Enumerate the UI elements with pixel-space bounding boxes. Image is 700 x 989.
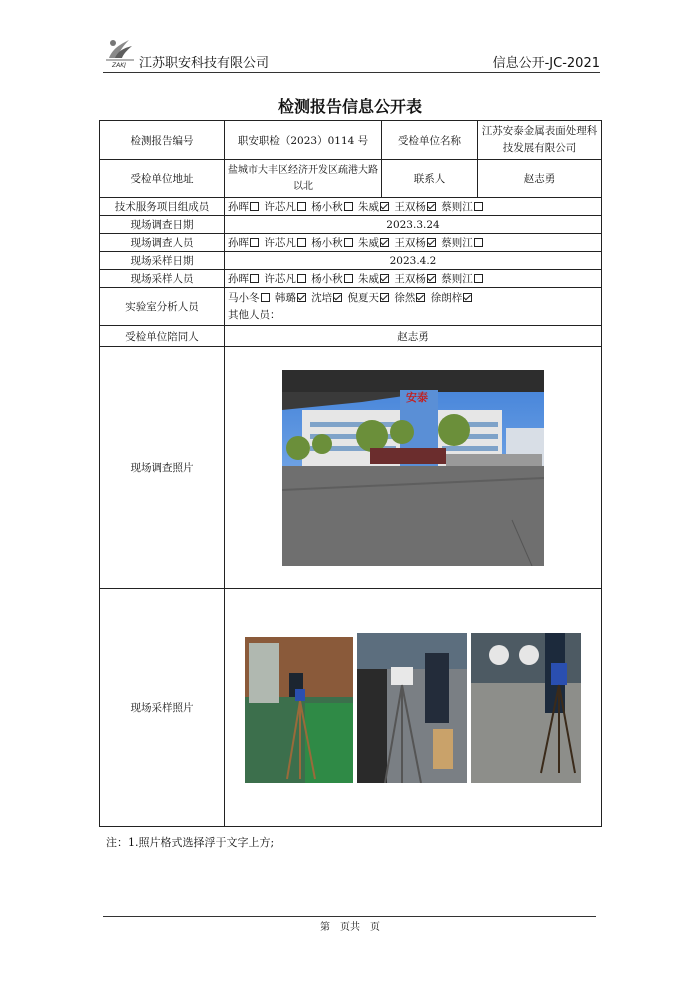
team-label: 技术服务项目组成员 xyxy=(100,198,225,216)
sample-photo-cell xyxy=(225,589,602,827)
person-entry xyxy=(311,273,355,285)
unchecked-checkbox[interactable] xyxy=(250,202,259,211)
row-survey-photo xyxy=(100,347,602,589)
page-title: 检测报告信息公开表 xyxy=(277,97,422,116)
row-team xyxy=(100,198,602,216)
company-logo xyxy=(103,34,137,68)
unchecked-checkbox[interactable] xyxy=(261,293,270,302)
person-entry xyxy=(358,201,391,213)
person-entry xyxy=(311,201,355,213)
checked-checkbox[interactable] xyxy=(463,293,472,302)
person-name: 杨小秋 xyxy=(311,201,343,213)
company-name: 江苏职安科技有限公司 xyxy=(139,56,270,71)
person-name: 许芯凡 xyxy=(264,201,296,213)
lab-members xyxy=(228,290,598,307)
person-entry xyxy=(358,237,391,249)
svg-text:ZAKJ: ZAKJ xyxy=(112,62,126,68)
page-counter: 第 页共 页 xyxy=(320,922,380,933)
report-no-label: 检测报告编号 xyxy=(100,121,225,160)
sample-photo-3 xyxy=(471,633,581,783)
checked-checkbox[interactable] xyxy=(416,293,425,302)
person-entry xyxy=(264,237,308,249)
unchecked-checkbox[interactable] xyxy=(474,274,483,283)
person-name: 许芯凡 xyxy=(264,273,296,285)
unchecked-checkbox[interactable] xyxy=(474,238,483,247)
person-entry xyxy=(394,201,438,213)
row-report-no xyxy=(100,121,602,160)
sample-photos xyxy=(245,633,581,783)
svg-text:安泰: 安泰 xyxy=(406,390,428,404)
checked-checkbox[interactable] xyxy=(427,202,436,211)
person-entry xyxy=(441,273,485,285)
sample-photo-2 xyxy=(357,633,467,783)
page-header xyxy=(103,34,600,73)
checked-checkbox[interactable] xyxy=(427,274,436,283)
person-entry xyxy=(394,292,427,304)
person-entry xyxy=(311,292,344,304)
contact-value: 赵志勇 xyxy=(478,160,602,198)
document-number: 信息公开-JC-2021 xyxy=(492,56,600,71)
unchecked-checkbox[interactable] xyxy=(297,274,306,283)
person-name: 孙晖 xyxy=(228,201,249,213)
unchecked-checkbox[interactable] xyxy=(297,238,306,247)
survey-date-label: 现场调查日期 xyxy=(100,216,225,234)
sample-photo-label: 现场采样照片 xyxy=(100,589,225,827)
escort-label: 受检单位陪同人 xyxy=(100,326,225,347)
person-entry xyxy=(264,273,308,285)
person-name: 蔡则江 xyxy=(441,273,473,285)
lab-label: 实验室分析人员 xyxy=(100,288,225,326)
person-name: 王双杨 xyxy=(394,201,426,213)
row-sample-date xyxy=(100,252,602,270)
person-name: 蔡则江 xyxy=(441,201,473,213)
row-sample-staff xyxy=(100,270,602,288)
person-entry xyxy=(431,292,475,304)
footnote: 注：1.照片格式选择浮于文字上方; xyxy=(106,836,275,849)
person-name: 杨小秋 xyxy=(311,237,343,249)
person-entry xyxy=(264,201,308,213)
info-table xyxy=(99,120,602,827)
contact-label: 联系人 xyxy=(382,160,478,198)
team-members xyxy=(225,198,602,216)
person-entry xyxy=(348,292,392,304)
person-name: 孙晖 xyxy=(228,273,249,285)
report-no-value: 职安职检（2023）0114 号 xyxy=(225,121,382,160)
person-entry xyxy=(228,201,261,213)
row-survey-date xyxy=(100,216,602,234)
person-entry xyxy=(228,237,261,249)
escort-value: 赵志勇 xyxy=(225,326,602,347)
unchecked-checkbox[interactable] xyxy=(250,238,259,247)
person-entry xyxy=(358,273,391,285)
row-unit-address xyxy=(100,160,602,198)
checked-checkbox[interactable] xyxy=(380,274,389,283)
row-survey-staff xyxy=(100,234,602,252)
person-name: 沈培 xyxy=(311,291,333,304)
row-lab xyxy=(100,288,602,326)
person-name: 王双杨 xyxy=(394,273,426,285)
person-entry xyxy=(275,292,308,304)
person-name: 倪夏天 xyxy=(347,291,380,304)
person-name: 蔡则江 xyxy=(441,237,473,249)
unit-name-label: 受检单位名称 xyxy=(382,121,478,160)
unchecked-checkbox[interactable] xyxy=(250,274,259,283)
person-name: 徐朗梓 xyxy=(430,291,463,304)
unchecked-checkbox[interactable] xyxy=(344,274,353,283)
survey-photo xyxy=(282,370,544,566)
checked-checkbox[interactable] xyxy=(380,293,389,302)
person-name: 徐然 xyxy=(394,291,416,304)
lab-cell xyxy=(225,288,602,326)
survey-photo-label: 现场调查照片 xyxy=(100,347,225,589)
person-entry xyxy=(441,237,485,249)
person-entry xyxy=(311,237,355,249)
sample-date-label: 现场采样日期 xyxy=(100,252,225,270)
unchecked-checkbox[interactable] xyxy=(474,202,483,211)
row-escort xyxy=(100,326,602,347)
survey-staff-members xyxy=(225,234,602,252)
person-entry xyxy=(228,292,272,304)
person-entry xyxy=(228,273,261,285)
unit-address-value: 盐城市大丰区经济开发区疏港大路以北 xyxy=(225,160,382,198)
survey-staff-label: 现场调查人员 xyxy=(100,234,225,252)
survey-photo-cell xyxy=(225,347,602,589)
person-entry xyxy=(394,273,438,285)
person-name: 马小冬 xyxy=(228,291,260,304)
unit-name-value: 江苏安泰金属表面处理科技发展有限公司 xyxy=(478,121,602,160)
person-entry xyxy=(394,237,438,249)
person-name: 朱威 xyxy=(358,201,380,213)
checked-checkbox[interactable] xyxy=(333,293,342,302)
person-entry xyxy=(441,201,485,213)
unit-address-label: 受检单位地址 xyxy=(100,160,225,198)
person-name: 朱威 xyxy=(358,273,380,285)
person-name: 孙晖 xyxy=(228,237,249,249)
checked-checkbox[interactable] xyxy=(380,202,389,211)
unchecked-checkbox[interactable] xyxy=(344,202,353,211)
unchecked-checkbox[interactable] xyxy=(297,202,306,211)
sample-staff-members xyxy=(225,270,602,288)
row-sample-photo xyxy=(100,589,602,827)
sample-date-value: 2023.4.2 xyxy=(225,252,602,270)
footer-rule xyxy=(103,916,596,917)
person-name: 王双杨 xyxy=(394,237,426,249)
checked-checkbox[interactable] xyxy=(297,293,306,302)
sample-photo-1 xyxy=(245,637,353,783)
person-name: 朱威 xyxy=(358,237,380,249)
checked-checkbox[interactable] xyxy=(427,238,436,247)
person-name: 许芯凡 xyxy=(264,237,296,249)
checked-checkbox[interactable] xyxy=(380,238,389,247)
survey-date-value: 2023.3.24 xyxy=(225,216,602,234)
person-name: 杨小秋 xyxy=(311,273,343,285)
lab-other: 其他人员： xyxy=(228,308,281,321)
unchecked-checkbox[interactable] xyxy=(344,238,353,247)
sample-staff-label: 现场采样人员 xyxy=(100,270,225,288)
person-name: 韩璐 xyxy=(274,291,296,304)
